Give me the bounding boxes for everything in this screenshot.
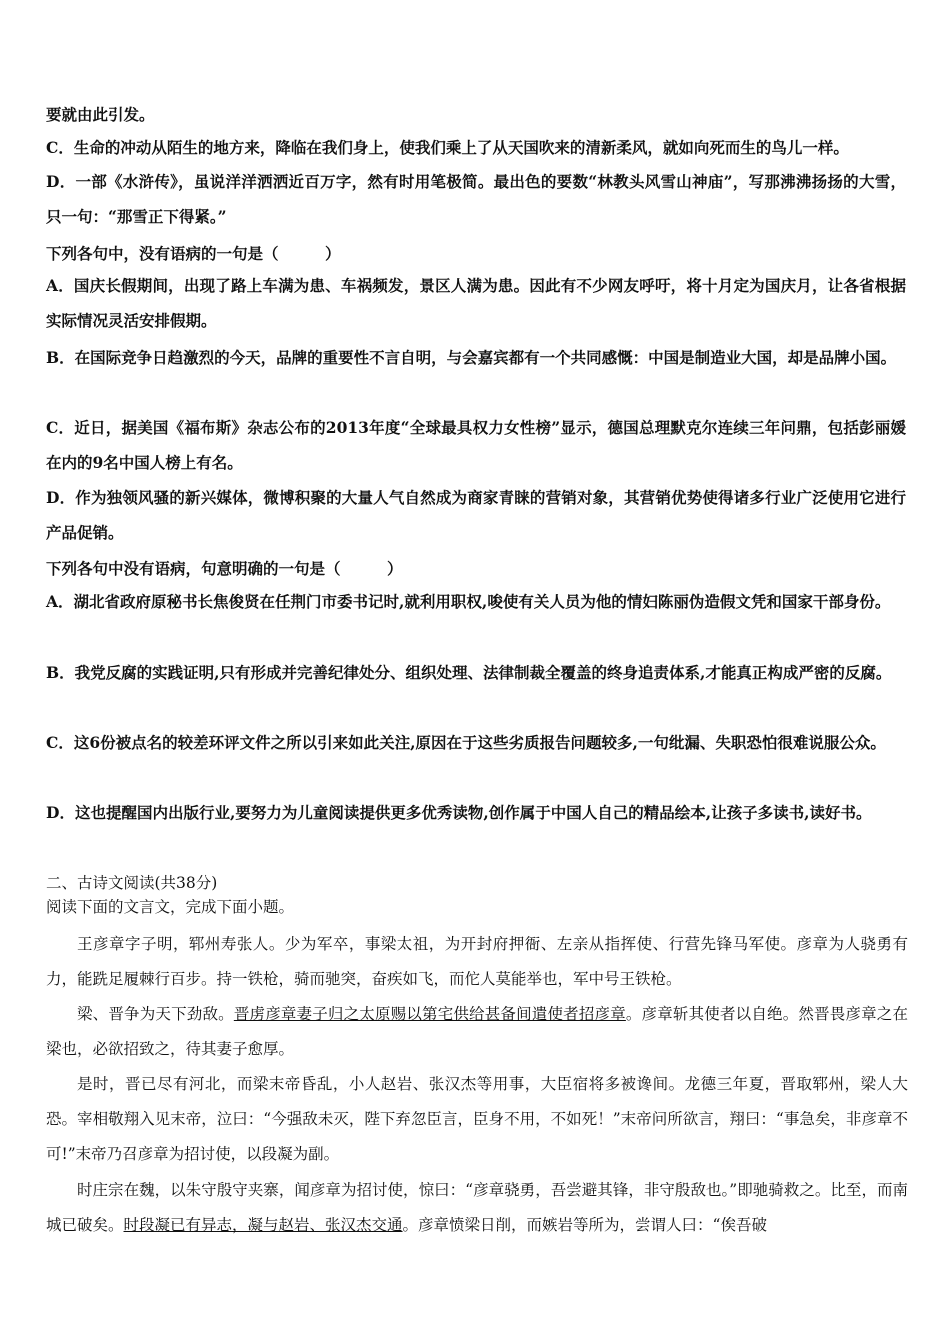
passage-p4-underlined: 时段凝已有异志，凝与赵岩、张汉杰交通 (123, 1216, 403, 1234)
passage-p2-underlined: 晋虏彦章妻子归之太原赐以第宅供给甚备间遣使者招彦章 (233, 1005, 626, 1023)
q2-option-c: C．近日，据美国《福布斯》杂志公布的2013年度“全球最具权力女性榜”显示，德国总理默克尔连续三年问鼎，包括彭丽媛在内的9名中国人榜上有名。 (46, 418, 906, 472)
q3-option-d: D．这也提醒国内出版行业,要努力为儿童阅读提供更多优秀读物,创作属于中国人自己的精品绘本,让孩子多读书,读好书。 (46, 803, 872, 822)
passage-paragraph-2 (46, 997, 908, 1067)
section-instruction: 阅读下面的文言文，完成下面小题。 (46, 898, 295, 916)
passage-paragraph-4 (46, 1173, 908, 1243)
q2-option-a: A．国庆长假期间，出现了路上车满为患、车祸频发，景区人满为患。因此有不少网友呼吁，将十月定为国庆月，让各省根据实际情况灵活安排假期。 (46, 276, 906, 330)
q3-option-c: C．这6份被点名的较差环评文件之所以引来如此关注,原因在于这些劣质报告问题较多,一句纰漏、失职恐怕很难说服公众。 (46, 733, 886, 752)
q1-option-d: D．一部《水浒传》，虽说洋洋洒洒近百万字，然有时用笔极简。最出色的要数“林教头风雪山神庙”，写那沸沸扬扬的大雪，只一句：“那雪正下得紧。” (46, 172, 906, 226)
section-title: 二、古诗文阅读(共38分) (46, 874, 218, 892)
q1-option-c: C．生命的冲动从陌生的地方来，降临在我们身上，使我们乘上了从天国吹来的清新柔风，就如向死而生的鸟儿一样。 (46, 138, 849, 157)
q2-option-b: B．在国际竞争日趋激烈的今天，品牌的重要性不言自明，与会嘉宾都有一个共同感慨：中国是制造业大国，却是品牌小国。 (46, 348, 897, 367)
passage-p2-text-a: 梁、晋争为天下劲敌。 (77, 1005, 234, 1023)
q3-stem: 下列各句中没有语病，句意明确的一句是（ ） (46, 559, 403, 578)
passage-p2-text-b: 。彦章斩其使者以自绝。然晋畏彦章之在梁也，必欲招致之，待其妻子愈厚。 (46, 1005, 908, 1058)
passage-p4-text-b: 。彦章愤梁日削，而嫉岩等所为，尝谓人曰：“俟吾破 (402, 1216, 767, 1234)
q3-option-b: B．我党反腐的实践证明,只有形成并完善纪律处分、组织处理、法律制裁全覆盖的终身追责体系,才能真正构成严密的反腐。 (46, 663, 892, 682)
q2-stem: 下列各句中，没有语病的一句是（ ） (46, 244, 341, 263)
q1-stem-tail: 要就由此引发。 (46, 105, 155, 124)
passage-paragraph-3: 是时，晋已尽有河北，而梁末帝昏乱，小人赵岩、张汉杰等用事，大臣宿将多被谗间。龙德三年夏，晋取郓州，梁人大恐。宰相敬翔入见末帝，泣曰：“今强敌未灭，陛下弃忽臣言，臣身不用，不如死！”末帝问所欲言，翔曰：“事急矣，非彦章不可!”末帝乃召彦章为招讨使，以段凝为副。 (46, 1075, 908, 1163)
passage-p4-text-a: 时庄宗在魏，以朱守殷守夹寨，闻彦章为招讨使，惊曰：“彦章骁勇，吾尝避其锋，非守殷敌也。”即驰骑救之。比至，而南城已破矣。 (46, 1181, 908, 1234)
passage-paragraph-1: 王彦章字子明，郓州寿张人。少为军卒，事梁太祖，为开封府押衙、左亲从指挥使、行营先锋马军使。彦章为人骁勇有力，能跣足履棘行百步。持一铁枪，骑而驰突，奋疾如飞，而佗人莫能举也，军中号王铁枪。 (46, 935, 908, 988)
q2-option-d: D．作为独领风骚的新兴媒体，微博积聚的大量人气自然成为商家青睐的营销对象，其营销优势使得诸多行业广泛使用它进行产品促销。 (46, 488, 906, 542)
q3-option-a: A．湖北省政府原秘书长焦俊贤在任荆门市委书记时,就利用职权,唆使有关人员为他的情妇陈丽伪造假文凭和国家干部身份。 (46, 592, 891, 611)
